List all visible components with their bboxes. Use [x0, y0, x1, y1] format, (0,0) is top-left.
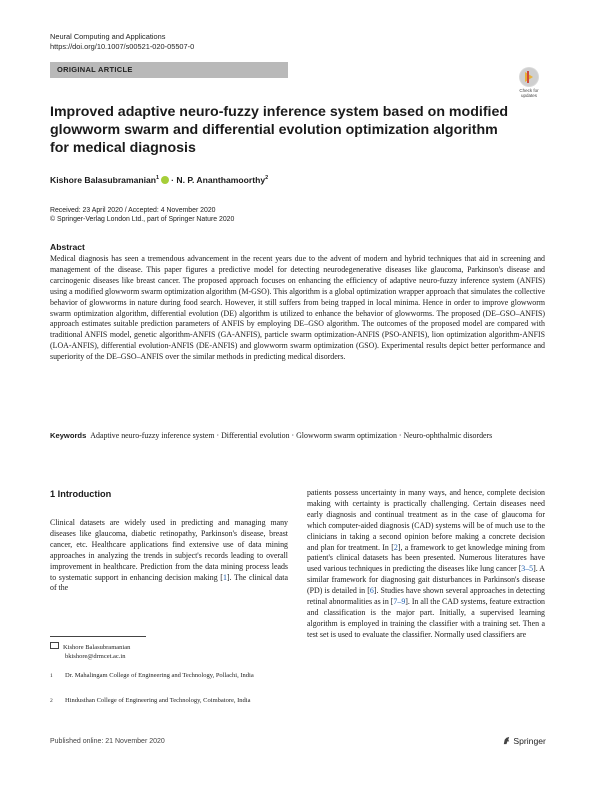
- abstract-text: Medical diagnosis has seen a tremendous advancement in the recent years due to the advent of modern and hybrid techniques that aid in screening and management of the disease. This paper figures a predictive model for detecting neurodegenerative diseases like glaucoma, Parkinson's disease and carcinogenic diseases like breast cancer. The proposed approach focuses on enhancing the efficiency of adaptive neuro-fuzzy inference system (ANFIS) using a modified glowworm swarm optimization algorithm (M-GSO). This algorithm is a global optimization wrapper approach that simulates the collective behavior of glowworms in nature during food search. However, it still suffers from being trapped in local minima. Hence in order to improve glowworm swarm optimization algorithm, differential evolution (DE) algorithm is utilized to enhance the behavior of glowworms. The proposed (DE–GSO–ANFIS) approach estimates suitable prediction parameters of ANFIS by employing DE–GSO algorithm. The outcomes of the proposed model are compared with traditional ANFIS model, genetic algorithm-ANFIS (GA-ANFIS), particle swarm optimization-ANFIS (PSO-ANFIS), lion optimization algorithm-ANFIS (LOA-ANFIS), differential evolution-ANFIS (DE-ANFIS) and glowworm swarm optimization (GSO). Experimental results depict better performance and superiority of the DE–GSO–ANFIS over the similar methods in predicting medical disorders.: [50, 254, 545, 362]
- author-1-affiliation: 1: [156, 175, 160, 182]
- section-heading-introduction: 1 Introduction: [50, 489, 112, 499]
- published-online: Published online: 21 November 2020: [50, 738, 165, 745]
- journal-header: [50, 32, 194, 52]
- author-line: [50, 175, 268, 185]
- intro-text: ]. In all the CAD systems, feature extraction and classification is the major part. Initially, a supervised learning algorithm is employed in training the classifier with a training set. Then a test set is used to evaluate the classifier. Normally used classifiers are: [307, 597, 545, 639]
- corresponding-author: [50, 642, 130, 661]
- citation-link[interactable]: 6: [369, 586, 374, 596]
- author-1[interactable]: Kishore Balasubramanian: [50, 175, 157, 185]
- corresponding-name: Kishore Balasubramanian: [63, 644, 131, 651]
- intro-text: Clinical datasets are widely used in predicting and managing many diseases like glaucoma, diabetic retinopathy, Parkinson's disease, breast cancer, etc. Healthcare applications find extensive use of data mining approaches in analyzing the trends in subject's records leading to overall improvement in healthcare. Prediction from the data mining process leads to systematic support in enhancing decision making [: [50, 518, 288, 582]
- citation-link[interactable]: 2: [393, 542, 398, 552]
- affiliation-1: [50, 672, 288, 681]
- article-dates: [50, 206, 234, 224]
- journal-name: Neural Computing and Applications: [50, 32, 166, 41]
- received-accepted: Received: 23 April 2020 / Accepted: 4 November 2020: [50, 207, 216, 214]
- intro-text: patients possess uncertainty in many ways, and hence, complete decision making with certainty is practically challenging. Certain diseases need early diagnosis and continual treatment as in the case of glaucoma for which computer-aided diagnosis (CAD) systems will be of much use to the clinicians in taking a second opinion before making a concrete decision and plan for treatment. In [: [307, 488, 545, 552]
- keywords-label: Keywords: [50, 431, 87, 440]
- abstract-heading: Abstract: [50, 242, 85, 252]
- affiliation-2: [50, 697, 288, 706]
- intro-right-column: [307, 488, 545, 641]
- copyright-notice: © Springer-Verlag London Ltd., part of Springer Nature 2020: [50, 216, 235, 224]
- springer-horse-icon: [502, 736, 511, 745]
- intro-text: ]. A similar framework for diagnosing gait disturbances in Parkinson's disease (PD) is detailed in [: [307, 564, 546, 596]
- citation-link[interactable]: 7–9: [393, 597, 406, 607]
- keywords: [50, 431, 545, 442]
- publisher-name: Springer: [513, 736, 546, 746]
- check-updates-label: Check for updates: [519, 88, 539, 98]
- check-for-updates-badge[interactable]: [512, 67, 546, 99]
- keywords-text: Adaptive neuro-fuzzy inference system · Differential evolution · Glowworm swarm optimization · Neuro-ophthalmic disorders: [90, 431, 493, 440]
- corresponding-email[interactable]: bkishore@drmcet.ac.in: [65, 652, 126, 660]
- author-2-affiliation: 2: [265, 175, 269, 182]
- affiliation-1-text: Dr. Mahalingam College of Engineering and Technology, Pollachi, India: [65, 672, 254, 679]
- publisher-logo: [502, 736, 546, 746]
- intro-text: ], a framework to get knowledge mining from patient's clinical datasets has been presented. Numerous literatures have used various techniques in predicting the diseases like lung cancer [: [307, 542, 546, 574]
- author-separator: ·: [171, 175, 174, 185]
- author-2[interactable]: N. P. Ananthamoorthy: [176, 175, 266, 185]
- article-type-banner: ORIGINAL ARTICLE: [50, 62, 288, 78]
- paper-title: Improved adaptive neuro-fuzzy inference system based on modified glowworm swarm and differential evolution optimization algorithm for medical diagnosis: [50, 104, 509, 156]
- affiliation-1-number: 1: [50, 673, 53, 679]
- doi-link[interactable]: https://doi.org/10.1007/s00521-020-05507-0: [50, 42, 195, 51]
- check-updates-icon: [519, 67, 539, 87]
- envelope-icon: [50, 642, 59, 649]
- affiliation-2-number: 2: [50, 698, 53, 704]
- intro-text: ]. The clinical data of the: [50, 572, 288, 593]
- citation-link[interactable]: 3–5: [521, 564, 534, 574]
- orcid-icon[interactable]: [161, 176, 169, 184]
- citation-link[interactable]: 1: [222, 572, 227, 582]
- intro-left-column: [50, 518, 288, 594]
- affiliation-2-text: Hindusthan College of Engineering and Technology, Coimbatore, India: [65, 697, 251, 704]
- footnote-divider: [50, 636, 146, 637]
- intro-text: ]. Studies have shown several approaches in detecting retinal abnormalities as in [: [307, 586, 545, 607]
